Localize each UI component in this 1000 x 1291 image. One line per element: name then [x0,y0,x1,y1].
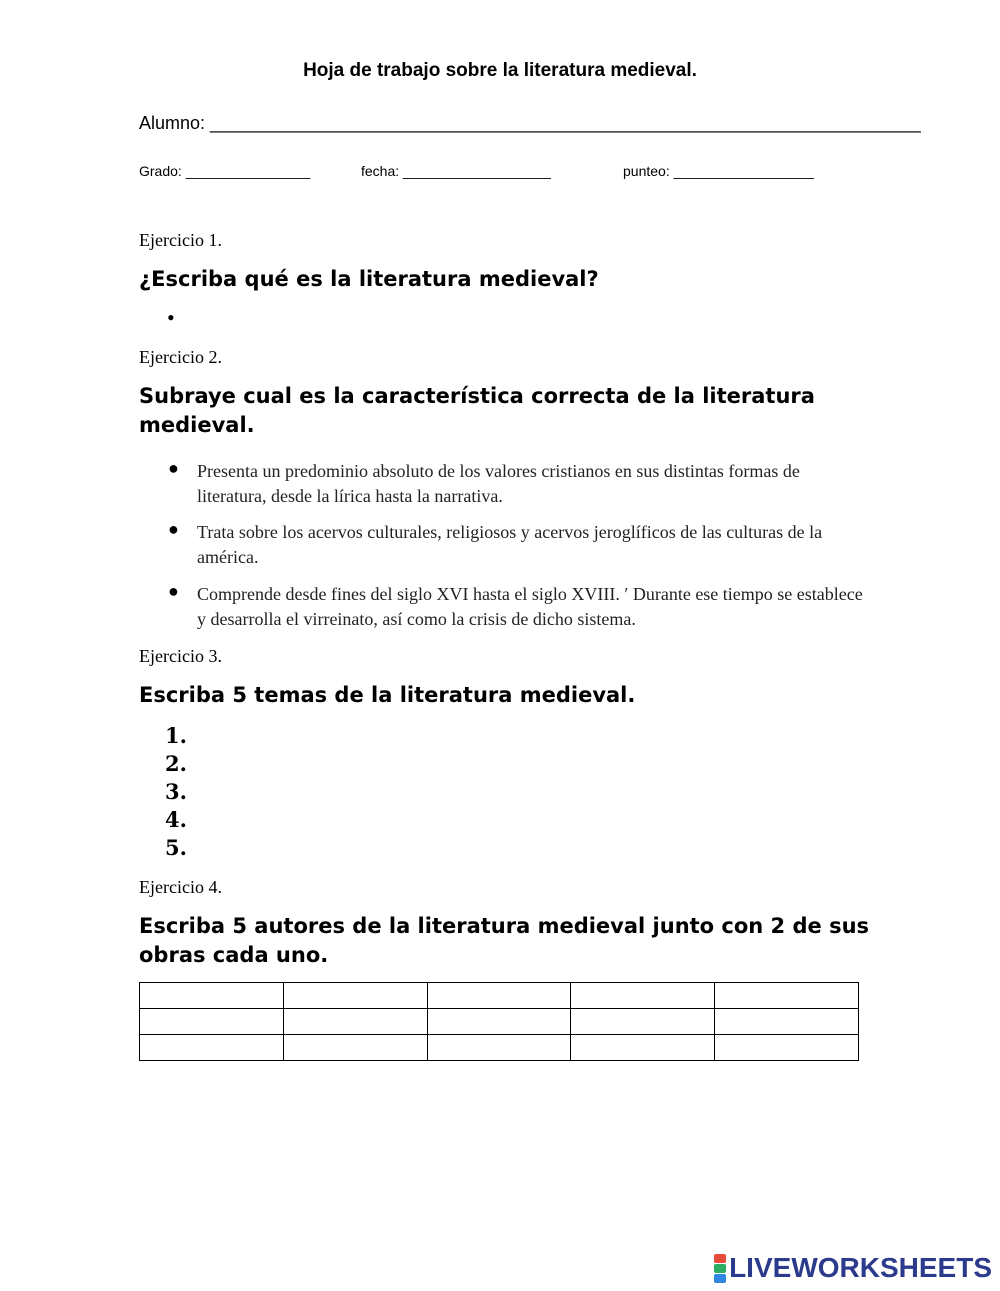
exercise-3-question: Escriba 5 temas de la literatura medieval. [139,683,636,707]
table-cell[interactable] [571,983,715,1009]
worksheet-title: Hoja de trabajo sobre la literatura medieval. [303,60,697,81]
exercise-1-label: Ejercicio 1. [139,230,222,250]
exercise-2-question: Subraye cual es la característica correcta de la literatura medieval. [139,384,815,437]
theme-number-1: 1. [165,723,187,748]
table-row [140,983,859,1009]
option-bullet: ● [168,519,179,539]
exercise-3-label: Ejercicio 3. [139,646,222,666]
table-cell[interactable] [140,983,284,1009]
table-cell[interactable] [140,1009,284,1035]
option-bullet: ● [168,458,179,478]
option-bullet: ● [168,581,179,601]
exercise-1-question: ¿Escriba qué es la literatura medieval? [139,267,599,291]
table-cell[interactable] [715,1035,859,1061]
table-cell[interactable] [571,1035,715,1061]
theme-number-4: 4. [165,807,187,832]
liveworksheets-logo [714,1252,992,1284]
theme-number-2: 2. [165,751,187,776]
table-cell[interactable] [283,1009,427,1035]
table-cell[interactable] [715,983,859,1009]
liveworksheets-logo-icon [714,1254,726,1283]
option-2[interactable]: Trata sobre los acervos culturales, religiosos y acervos jeroglíficos de las culturas de la américa. [197,522,823,567]
table-cell[interactable] [571,1009,715,1035]
table-row [140,1035,859,1061]
exercise-4-label: Ejercicio 4. [139,877,222,897]
table-cell[interactable] [140,1035,284,1061]
theme-number-5: 5. [165,835,187,860]
logo-text: LIVEWORKSHEETS [729,1252,992,1283]
table-cell[interactable] [427,1009,571,1035]
grado-field[interactable]: Grado: ________________ [139,163,311,179]
table-cell[interactable] [715,1009,859,1035]
exercise-1-bullet: • [167,305,175,330]
authors-table [139,982,859,1061]
theme-number-3: 3. [165,779,187,804]
table-cell[interactable] [283,1035,427,1061]
exercise-2-label: Ejercicio 2. [139,347,222,367]
exercise-4-question: Escriba 5 autores de la literatura medieval junto con 2 de sus obras cada uno. [139,914,870,967]
table-cell[interactable] [427,1035,571,1061]
table-cell[interactable] [283,983,427,1009]
fecha-field[interactable]: fecha: ___________________ [361,163,551,179]
option-1[interactable]: Presenta un predominio absoluto de los valores cristianos en sus distintas formas de literatura, desde la lírica hasta la narrativa. [197,461,800,506]
table-row [140,1009,859,1035]
option-3[interactable]: Comprende desde fines del siglo XVI hasta el siglo XVIII. ′ Durante ese tiempo se establece y desarrolla el virreinato, así como la crisis de dicho sistema. [197,584,863,629]
table-cell[interactable] [427,983,571,1009]
alumno-field[interactable]: Alumno: _______________________________________________________________________ [139,113,921,133]
punteo-field[interactable]: punteo: __________________ [623,163,814,179]
